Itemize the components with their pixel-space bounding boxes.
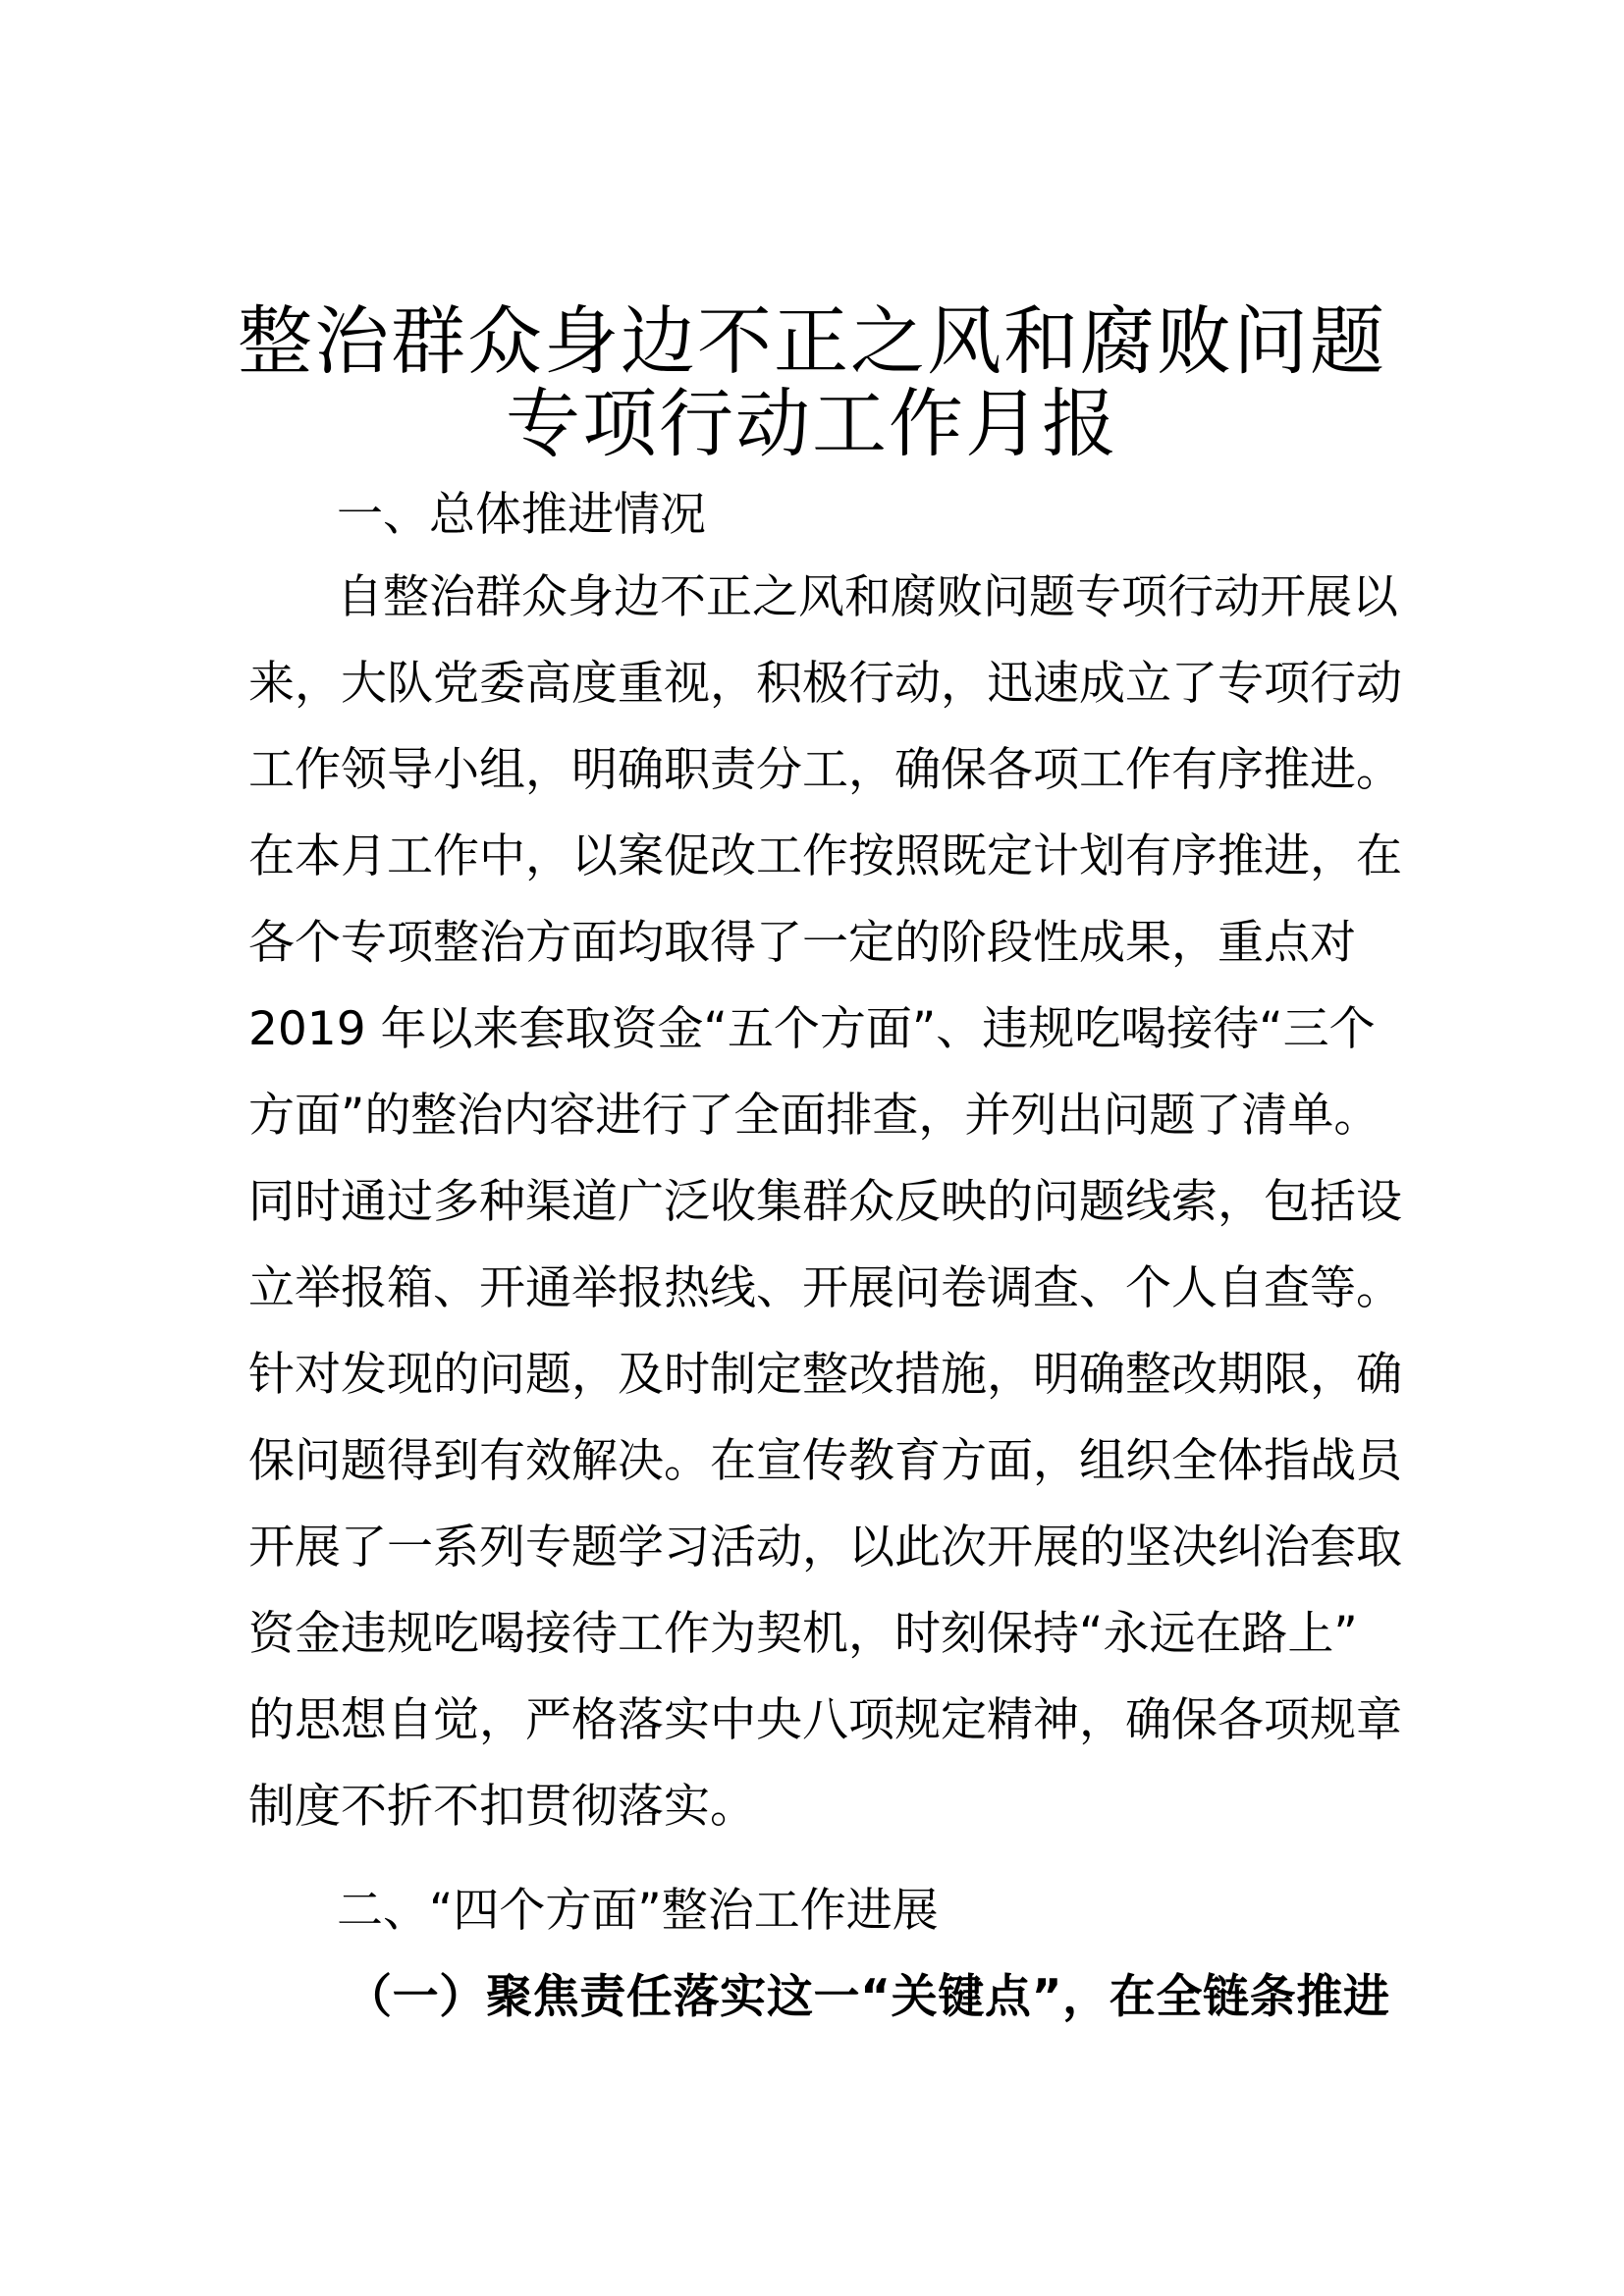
paragraph-1-line: 开展了一系列专题学习活动，以此次开展的坚决纠治套取	[248, 1521, 1402, 1575]
paragraph-1-line: 制度不折不扣贯彻落实。	[248, 1780, 756, 1834]
paragraph-1-line: 方面”的整治内容进行了全面排查，并列出问题了清单。	[248, 1089, 1380, 1143]
section-1-heading: 一、总体推进情况	[337, 488, 706, 542]
paragraph-1-line: 各个专项整治方面均取得了一定的阶段性成果，重点对	[248, 916, 1356, 970]
section-2-heading: 二、“四个方面”整治工作进展	[337, 1884, 939, 1938]
document-title-line-1: 整治群众身边不正之风和腐败问题	[238, 297, 1386, 385]
paragraph-1-line: 立举报箱、开通举报热线、开展问卷调查、个人自查等。	[248, 1261, 1402, 1315]
paragraph-1-line: 的思想自觉，严格落实中央八项规定精神，确保各项规章	[248, 1693, 1402, 1747]
paragraph-1-line: 同时通过多种渠道广泛收集群众反映的问题线索，包括设	[248, 1175, 1402, 1229]
paragraph-1-line: 在本月工作中，以案促改工作按照既定计划有序推进，在	[248, 829, 1402, 883]
paragraph-1-line: 针对发现的问题，及时制定整改措施，明确整改期限，确	[248, 1348, 1402, 1402]
document-title-line-2: 专项行动工作月报	[506, 380, 1118, 467]
paragraph-1-line: 保问题得到有效解决。在宣传教育方面，组织全体指战员	[248, 1434, 1402, 1488]
paragraph-1-line: 来，大队党委高度重视，积极行动，迅速成立了专项行动	[248, 657, 1402, 711]
paragraph-1-line: 工作领导小组，明确职责分工，确保各项工作有序推进。	[248, 743, 1402, 797]
paragraph-1-line: 资金违规吃喝接待工作为契机，时刻保持“永远在路上”	[248, 1607, 1358, 1661]
paragraph-1-line: 2019 年以来套取资金“五个方面”、违规吃喝接待“三个	[248, 1002, 1376, 1056]
paragraph-1-line: 自整治群众身边不正之风和腐败问题专项行动开展以	[337, 570, 1398, 624]
subsection-1-heading: （一）聚焦责任落实这一“关键点”，在全链条推进	[346, 1970, 1389, 2024]
